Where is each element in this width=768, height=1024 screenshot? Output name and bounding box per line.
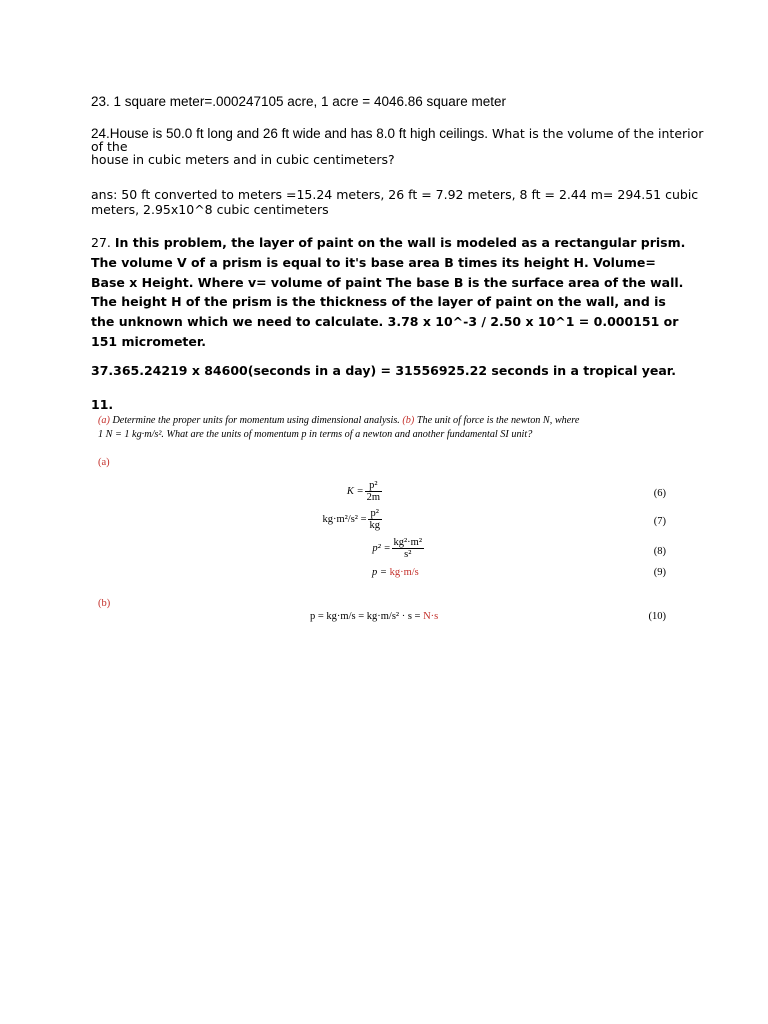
problem-11-question [98,414,698,442]
equation-9-lhs: p = [372,567,390,578]
question-line-2: 1 N = 1 kg·m/s². What are the units of momentum p in terms of a newton and another fundamental SI unit? [98,429,533,440]
equation-8 [372,537,425,560]
question-a-tag: (a) [98,415,110,426]
question-b-text: The unit of force is the newton N, where [414,415,580,426]
equation-7 [322,508,383,531]
equation-6 [347,480,383,503]
equation-9 [372,567,419,578]
question-a-text: Determine the proper units for momentum using dimensional analysis. [109,415,403,426]
equation-8-fraction [392,537,424,560]
problem-27-text: In this problem, the layer of paint on the wall is modeled as a rectangular prism. The volume V of a prism is equal to it's base area B times its height H. Volume= Base x Height. Where v= volume of paint The base B is the surface area of the wall. The height H of the prism is the thickness of the layer of paint on the wall, and is the unknown which we need to calculate. 3.78 x 10^-3 / 2.50 x 10^1 = 0.000151 or 151 micrometer. [91,235,686,349]
problem-24-question-2: house in cubic meters and in cubic centimeters? [91,152,395,167]
problem-23: 23. 1 square meter=.000247105 acre, 1 acre = 4046.86 square meter [91,94,507,109]
equation-8-lhs: p² = [372,542,391,554]
equation-6-denominator: 2m [366,492,380,503]
equation-10 [310,611,438,622]
problem-24-question-1: What is the volume of the interior of the [91,126,704,154]
problem-27 [91,233,691,352]
question-b-tag: (b) [402,415,415,426]
equation-10-number: (10) [648,611,666,622]
problem-24-answer: ans: 50 ft converted to meters =15.24 meters, 26 ft = 7.92 meters, 8 ft = 2.44 m= 294.51 cubic meters, 2.95x10^8 cubic centimeters [91,187,699,217]
equation-9-number: (9) [653,567,666,578]
equation-8-number: (8) [653,546,666,557]
equation-7-number: (7) [653,516,666,527]
part-b-label: (b) [98,598,111,609]
part-a-label: (a) [98,457,110,468]
problem-24-statement: 24.House is 50.0 ft long and 26 ft wide and has 8.0 ft high ceilings. [91,126,489,141]
equation-10-lhs: p = kg·m/s = kg·m/s² · s = [310,611,424,622]
equation-10-rhs: N·s [423,611,439,622]
equation-6-numerator: p² [365,480,382,492]
problem-11-number: 11. [91,397,114,412]
equation-6-number: (6) [653,488,666,499]
equation-6-fraction [365,480,382,503]
equation-9-rhs: kg·m/s [389,567,419,578]
equation-6-lhs: K = [346,485,364,497]
equation-8-numerator: kg²·m² [393,537,422,548]
equation-7-numerator: p² [368,508,383,520]
problem-37: 37.365.24219 x 84600(seconds in a day) = 31556925.22 seconds in a tropical year. [91,363,676,378]
equation-7-lhs: kg·m²/s² = [322,513,367,525]
problem-27-number: 27. [91,235,115,250]
problem-24 [91,127,711,166]
equation-8-denominator: s² [404,549,412,560]
equation-7-denominator: kg [369,520,380,531]
equation-7-fraction [368,508,383,531]
